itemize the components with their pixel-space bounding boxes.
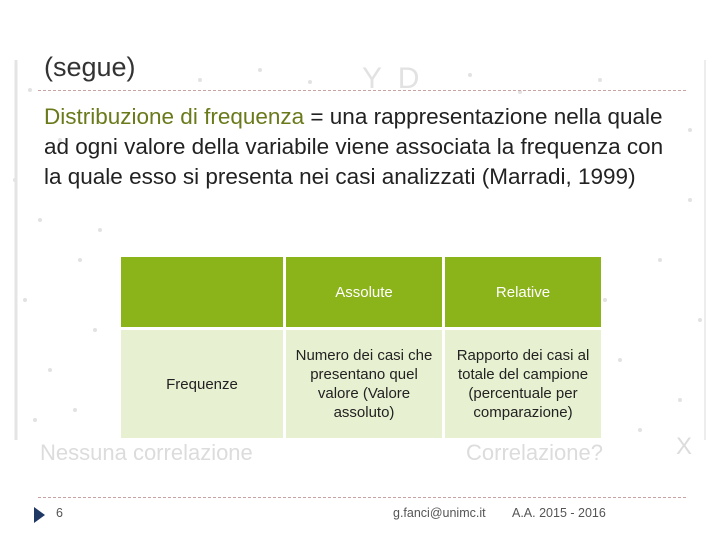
- frequency-table: [118, 254, 604, 441]
- background-right-caption: Correlazione?: [466, 440, 603, 465]
- header-relative: Relative: [445, 257, 601, 327]
- header-assolute: Assolute: [286, 257, 442, 327]
- triangle-arrow-icon: [34, 507, 45, 523]
- footer-academic-year: A.A. 2015 - 2016: [512, 506, 606, 520]
- slide-title: (segue): [44, 52, 136, 82]
- footer-divider: [38, 497, 686, 498]
- table-row: [121, 330, 601, 438]
- footer-email: g.fanci@unimc.it: [393, 506, 486, 520]
- cell-relative: Rapporto dei casi al totale del campione (percentuale per comparazione): [445, 330, 601, 438]
- table-header-row: [121, 257, 601, 327]
- definition-text: = una rappresentazione nella quale ad ogni valore della variabile viene associata la frequenza con la quale esso si presenta nei casi analizzati (Marradi, 1999): [44, 104, 664, 189]
- definition-paragraph: [44, 102, 684, 192]
- background-left-caption: Nessuna correlazione: [40, 440, 253, 465]
- definition-term: Distribuzione di frequenza: [44, 104, 305, 129]
- cell-assolute: Numero dei casi che presentano quel valore (Valore assoluto): [286, 330, 442, 438]
- background-x-axis-letter: X: [676, 433, 693, 460]
- page-number: 6: [56, 506, 63, 520]
- row-label-frequenze: Frequenze: [121, 330, 283, 438]
- header-blank-cell: [121, 257, 283, 327]
- title-divider: [38, 90, 686, 91]
- background-top-letters: Y D: [362, 62, 424, 95]
